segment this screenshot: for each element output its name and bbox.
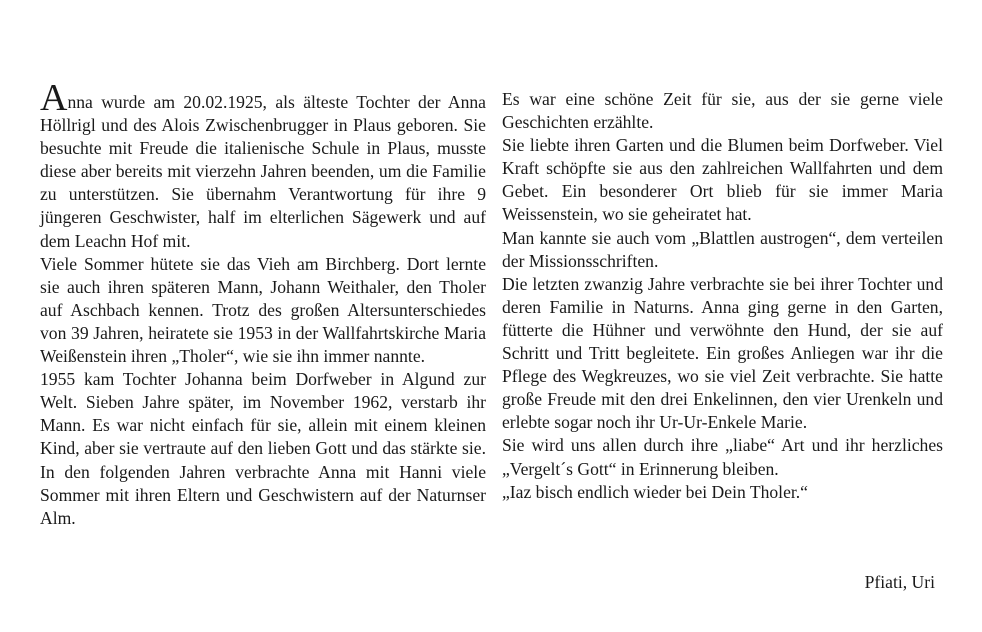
signature: Pfiati, Uri [864, 572, 935, 592]
paragraph: Man kannte sie auch vom „Blattlen austrogen“, dem verteilen der Missionsschriften. [502, 227, 943, 271]
right-column [502, 88, 943, 504]
paragraph: Es war eine schöne Zeit für sie, aus der sie gerne viele Geschichten erzählte. [502, 89, 943, 133]
paragraph [40, 77, 486, 253]
paragraph: 1955 kam Tochter Johanna beim Dorfweber in Algund zur Welt. Sieben Jahre später, im November 1962, verstarb ihr Mann. Es war nicht einfach für sie, allein mit einem kleinen Kind, aber sie vertraute auf den lieben Gott und das stärkte sie. In den folgenden Jahren verbrachte Anna mit Hanni viele Sommer mit ihren Eltern und Geschwistern auf der Naturnser Alm. [40, 369, 486, 528]
paragraph: Sie wird uns allen durch ihre „liabe“ Art und ihr herzliches „Vergelt´s Gott“ in Erinnerung bleiben. [502, 435, 943, 479]
dropcap-letter: A [40, 77, 68, 119]
paragraph-text: nna wurde am 20.02.1925, als älteste Tochter der Anna Höllrigl und des Alois Zwischenbrugger in Plaus geboren. Sie besuchte mit Freude die italienische Schule in Plaus, musste diese aber bereits mit vierzehn Jahren beenden, um die Familie zu unterstützen. Sie übernahm Verantwortung für ihre 9 jüngeren Geschwister, half im elterlichen Sägewerk und auf dem Leachn Hof mit. [40, 92, 486, 251]
paragraph: „Iaz bisch endlich wieder bei Dein Tholer.“ [502, 481, 808, 502]
paragraph: Viele Sommer hütete sie das Vieh am Birchberg. Dort lernte sie auch ihren späteren Mann, Johann Weithaler, den Tholer auf Aschbach kennen. Trotz des großen Altersunterschiedes von 39 Jahren, heiratete sie 1953 in der Wallfahrtskirche Maria Weißenstein ihren „Tholer“, wie sie ihn immer nannte. [40, 253, 486, 367]
paragraph: Sie liebte ihren Garten und die Blumen beim Dorfweber. Viel Kraft schöpfte sie aus den zahlreichen Wallfahrten und dem Gebet. Ein besonderer Ort blieb für sie immer Maria Weissenstein, wo sie geheiratet hat. [502, 135, 943, 225]
left-column [40, 77, 486, 530]
paragraph: Die letzten zwanzig Jahre verbrachte sie bei ihrer Tochter und deren Familie in Naturns. Anna ging gerne in den Garten, fütterte die Hühner und verwöhnte den Hund, der sie auf Schritt und Tritt begleitete. Ein großes Anliegen war ihr die Pflege des Wegkreuzes, wo sie viel Zeit verbrachte. Sie hatte große Freude mit den drei Enkelinnen, den vier Urenkeln und erlebte sogar noch ihr Ur-Ur-Enkele Marie. [502, 273, 943, 433]
